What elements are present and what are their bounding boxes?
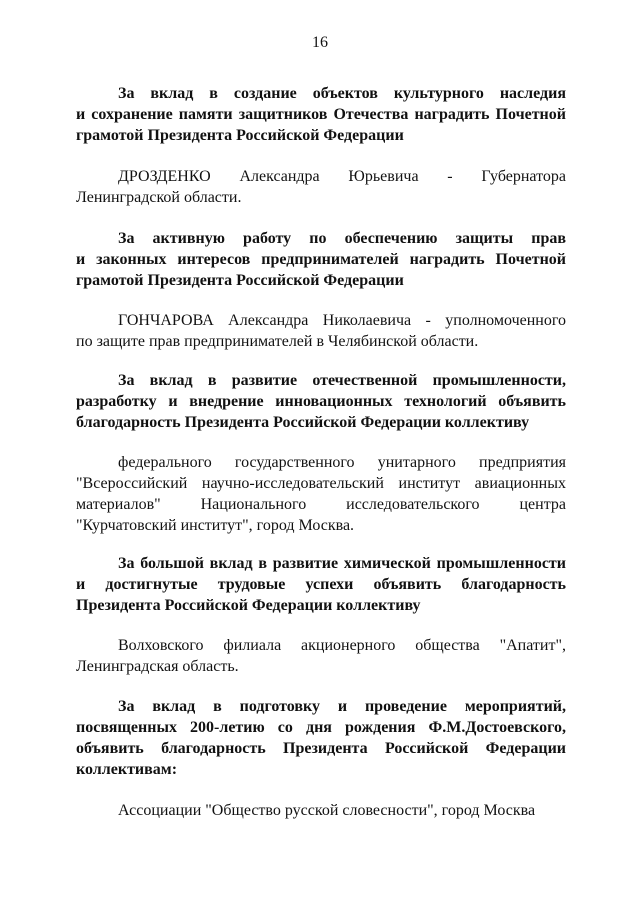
body-line: федерального государственного унитарного предприятия <box>118 454 566 471</box>
body-line: Ассоциации "Общество русской словесности", город Москва <box>118 802 536 819</box>
section-1-body <box>76 166 566 208</box>
section-4-body <box>76 635 566 677</box>
heading-line: За активную работу по обеспечению защиты прав <box>118 230 566 247</box>
section-3-heading <box>76 370 566 433</box>
body-line: ДРОЗДЕНКО Александра Юрьевича - Губернатора <box>118 168 566 185</box>
heading-line: За вклад в развитие отечественной промышленности, <box>118 372 566 389</box>
heading-line: и достигнутые трудовые успехи объявить благодарность <box>76 576 566 593</box>
heading-line: За вклад в подготовку и проведение мероприятий, <box>118 698 566 715</box>
section-5-heading <box>76 696 566 780</box>
body-line: ГОНЧАРОВА Александра Николаевича - уполномоченного <box>118 312 566 329</box>
heading-line: грамотой Президента Российской Федерации <box>76 127 404 144</box>
heading-line: коллективам: <box>76 761 178 778</box>
body-line: Ленинградская область. <box>76 658 239 675</box>
heading-line: Президента Российской Федерации коллективу <box>76 597 421 614</box>
body-line: "Курчатовский институт", город Москва. <box>76 517 355 534</box>
body-line: "Всероссийский научно-исследовательский институт авиационных <box>76 475 566 492</box>
body-line: по защите прав предпринимателей в Челябинской области. <box>76 333 479 350</box>
heading-line: посвященных 200-летию со дня рождения Ф.М.Достоевского, <box>76 719 566 736</box>
body-line: материалов" Национального исследовательского центра <box>76 496 566 513</box>
heading-line: За большой вклад в развитие химической промышленности <box>118 555 566 572</box>
section-5-body <box>76 800 566 821</box>
section-4-heading <box>76 553 566 616</box>
body-line: Волховского филиала акционерного общества "Апатит", <box>118 637 566 654</box>
body-line: Ленинградской области. <box>76 189 242 206</box>
heading-line: и законных интересов предпринимателей наградить Почетной <box>76 251 566 268</box>
section-2-body <box>76 310 566 352</box>
heading-line: благодарность Президента Российской Федерации коллективу <box>76 414 530 431</box>
heading-line: разработку и внедрение инновационных технологий объявить <box>76 393 566 410</box>
heading-line: объявить благодарность Президента Российской Федерации <box>76 740 566 757</box>
heading-line: грамотой Президента Российской Федерации <box>76 272 404 289</box>
section-1-heading <box>76 83 566 146</box>
heading-line: За вклад в создание объектов культурного наследия <box>118 85 566 102</box>
heading-line: и сохранение памяти защитников Отечества наградить Почетной <box>76 106 566 123</box>
page-number: 16 <box>312 34 328 51</box>
section-3-body <box>76 452 566 536</box>
section-2-heading <box>76 228 566 291</box>
